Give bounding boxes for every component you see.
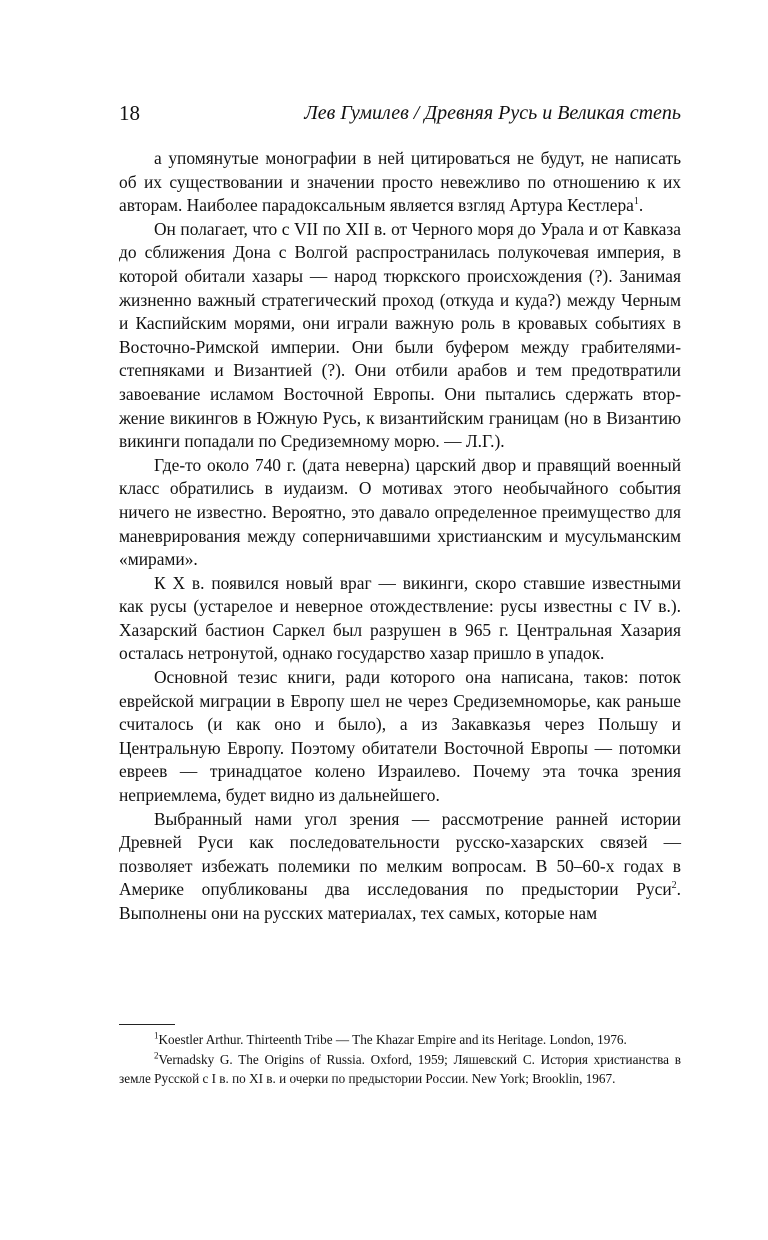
page-number: 18 xyxy=(119,101,140,125)
footnote-mark: 2 xyxy=(154,1050,159,1061)
paragraph xyxy=(119,572,681,666)
paragraph-tail: . Выполнены они на русских материалах, тех самых, которые нам xyxy=(119,879,681,923)
paragraph-text: К X в. появился новый враг — викинги, скоро ставшие известными как русы (устарелое и неверное отождествление: русы известны с IV в.). Хазарский бастион Саркел был разрушен в 965 г. Центральная Хазария осталась нетронутой, однако государство хазар пришло в упадок. xyxy=(119,572,681,664)
paragraph xyxy=(119,147,681,218)
paragraph-text: Где-то около 740 г. (дата неверна) царский двор и правящий военный класс обратились в иудаизм. О мотивах этого необычайного события ничего не известно. Вероятно, это давало определенное преимущество для маневрирования между соперничавшими христианским и мусульманским «мирами». xyxy=(119,454,681,570)
paragraph xyxy=(119,218,681,454)
paragraph-text: Выбранный нами угол зрения — рассмотрение ранней истории Древней Руси как последовательности русско-хазарских связей — позволяет избежать полемики по мелким вопросам. В 50–60-х годах в Америке опубликованы два исследования по предыстории Руси xyxy=(119,808,681,900)
paragraph-text: Он полагает, что с VII по XII в. от Черного моря до Урала и от Кавказа до сближения Дона с Волгой распространилась полукочевая империя, в которой обитали хазары — народ тюркского происхождения (?). Занимая жизненно важный стратегический проход (откуда и куда?) между Черным и Каспийским морями, они играли важную роль в кровавых событиях в Восточно-Римской империи. Они были буфером между грабителями-степняками и Византией (?). Они отбили арабов и тем предотвратили завоевание исламом Восточной Европы. Они пытались сдержать вторжение викингов в Южную Русь, к византийским границам (но в Византию викинги попадали по Средиземному морю. — Л.Г.). xyxy=(119,218,681,452)
footnote-text: Vernadsky G. The Origins of Russia. Oxford, 1959; Ляшевский С. История христианства в земле Русской с I в. по XI в. и очерки по предыстории России. New York; Brooklin, 1967. xyxy=(119,1051,681,1086)
paragraph-tail: . xyxy=(638,195,644,216)
footnote-reference[interactable]: 1 xyxy=(633,196,639,208)
paragraph xyxy=(119,666,681,808)
footnotes xyxy=(119,1030,681,1089)
footnote-divider xyxy=(119,1024,175,1025)
body-text xyxy=(119,147,681,926)
running-title: Лев Гумилев / Древняя Русь и Великая степь xyxy=(304,102,681,124)
paragraph xyxy=(119,454,681,572)
footnote-text: Koestler Arthur. Thirteenth Tribe — The Khazar Empire and its Heritage. London, 1976. xyxy=(158,1032,627,1047)
paragraph xyxy=(119,808,681,926)
footnote xyxy=(119,1030,681,1050)
footnote-mark: 1 xyxy=(154,1030,159,1041)
paragraph-text: а упомянутые монографии в ней цитироваться не будут, не написать об их существовании и значении просто невежливо по отношению к их авторам. Наиболее парадоксальным является взгляд Артура Кестлера xyxy=(119,148,681,216)
footnote-reference[interactable]: 2 xyxy=(671,880,677,892)
paragraph-text: Основной тезис книги, ради которого она написана, таков: поток еврейской миграции в Европу шел не через Средиземноморье, как раньше считалось (и как оно и было), а из Закавказья через Польшу и Центральную Европу. Поэтому обитатели Восточной Европы — потомки евреев — тринадцатое колено Израилево. Почему эта точка зрения неприемлема, будет видно из дальнейшего. xyxy=(119,667,681,806)
footnote xyxy=(119,1050,681,1089)
